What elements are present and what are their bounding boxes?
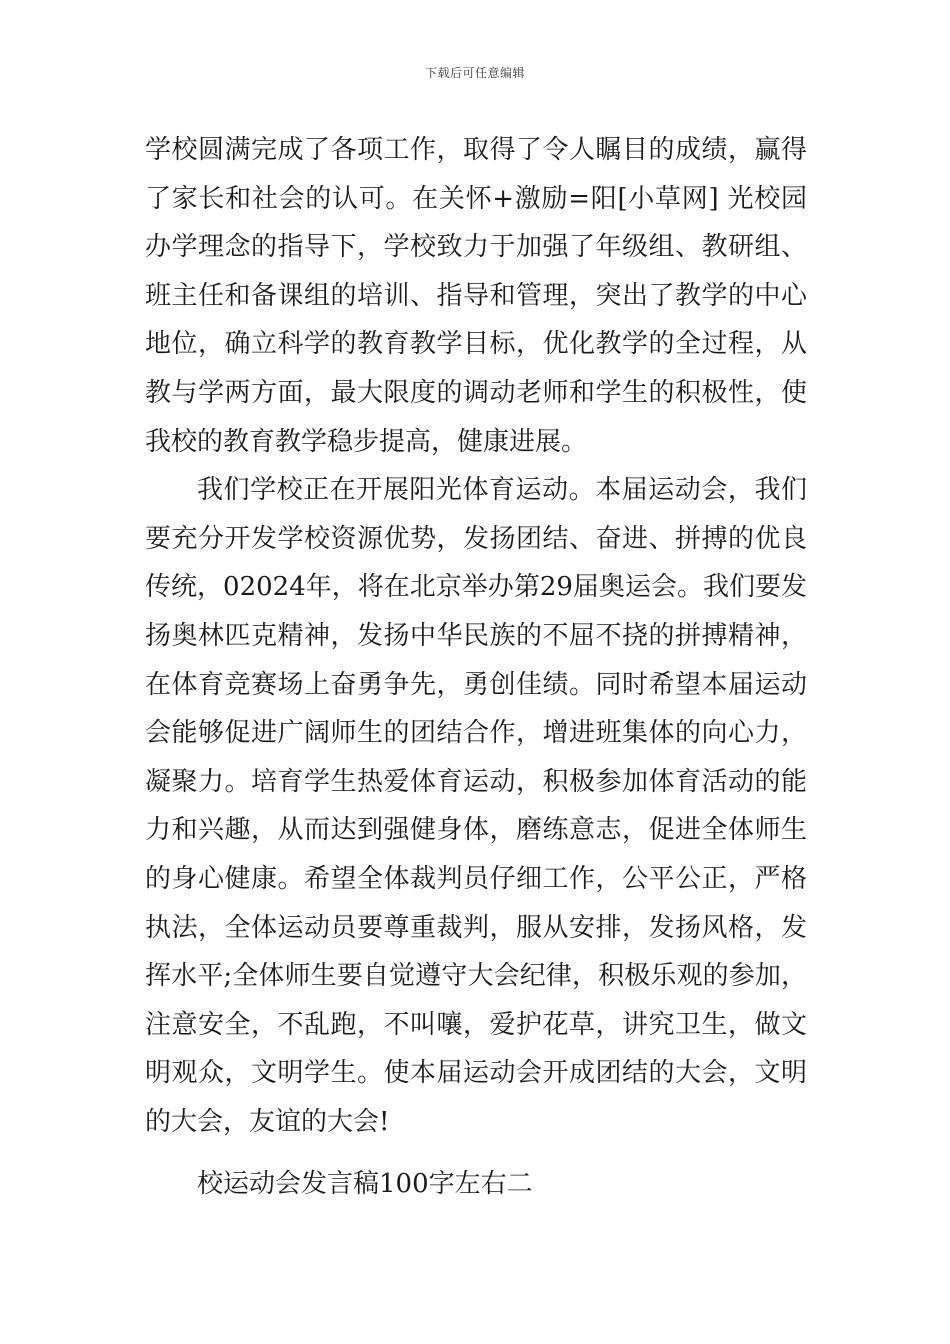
page-header-note: 下载后可任意编辑 bbox=[424, 66, 525, 80]
document-body bbox=[145, 126, 807, 1209]
section-heading: 校运动会发言稿100字左右二 bbox=[197, 1169, 533, 1200]
paragraph-1: 学校圆满完成了各项工作，取得了令人瞩目的成绩，赢得了家长和社会的认可。在关怀+激励=阳[小草网] 光校园办学理念的指导下，学校致力于加强了年级组、教研组、班主任和备课组的培训、指导和管理，突出了教学的中心地位，确立科学的教育教学目标，优化教学的全过程，从教与学两方面，最大限度的调动老师和学生的积极性，使我校的教育教学稳步提高，健康进展。 bbox=[145, 135, 807, 457]
paragraph-2: 我们学校正在开展阳光体育运动。本届运动会，我们要充分开发学校资源优势，发扬团结、奋进、拼搏的优良传统，02024年，将在北京举办第29届奥运会。我们要发扬奥林匹克精神，发扬中华民族的不屈不挠的拼搏精神，在体育竞赛场上奋勇争先，勇创佳绩。同时希望本届运动会能够促进广阔师生的团结合作，增进班集体的向心力，凝聚力。培育学生热爱体育运动，积极参加体育活动的能力和兴趣，从而达到强健身体，磨练意志，促进全体师生的身心健康。希望全体裁判员仔细工作，公平公正，严格执法，全体运动员要尊重裁判，服从安排，发扬风格，发挥水平;全体师生要自觉遵守大会纪律，积极乐观的参加，注意安全，不乱跑，不叫嚷，爱护花草，讲究卫生，做文明观众，文明学生。使本届运动会开成团结的大会，文明的大会，友谊的大会! bbox=[145, 475, 807, 1137]
